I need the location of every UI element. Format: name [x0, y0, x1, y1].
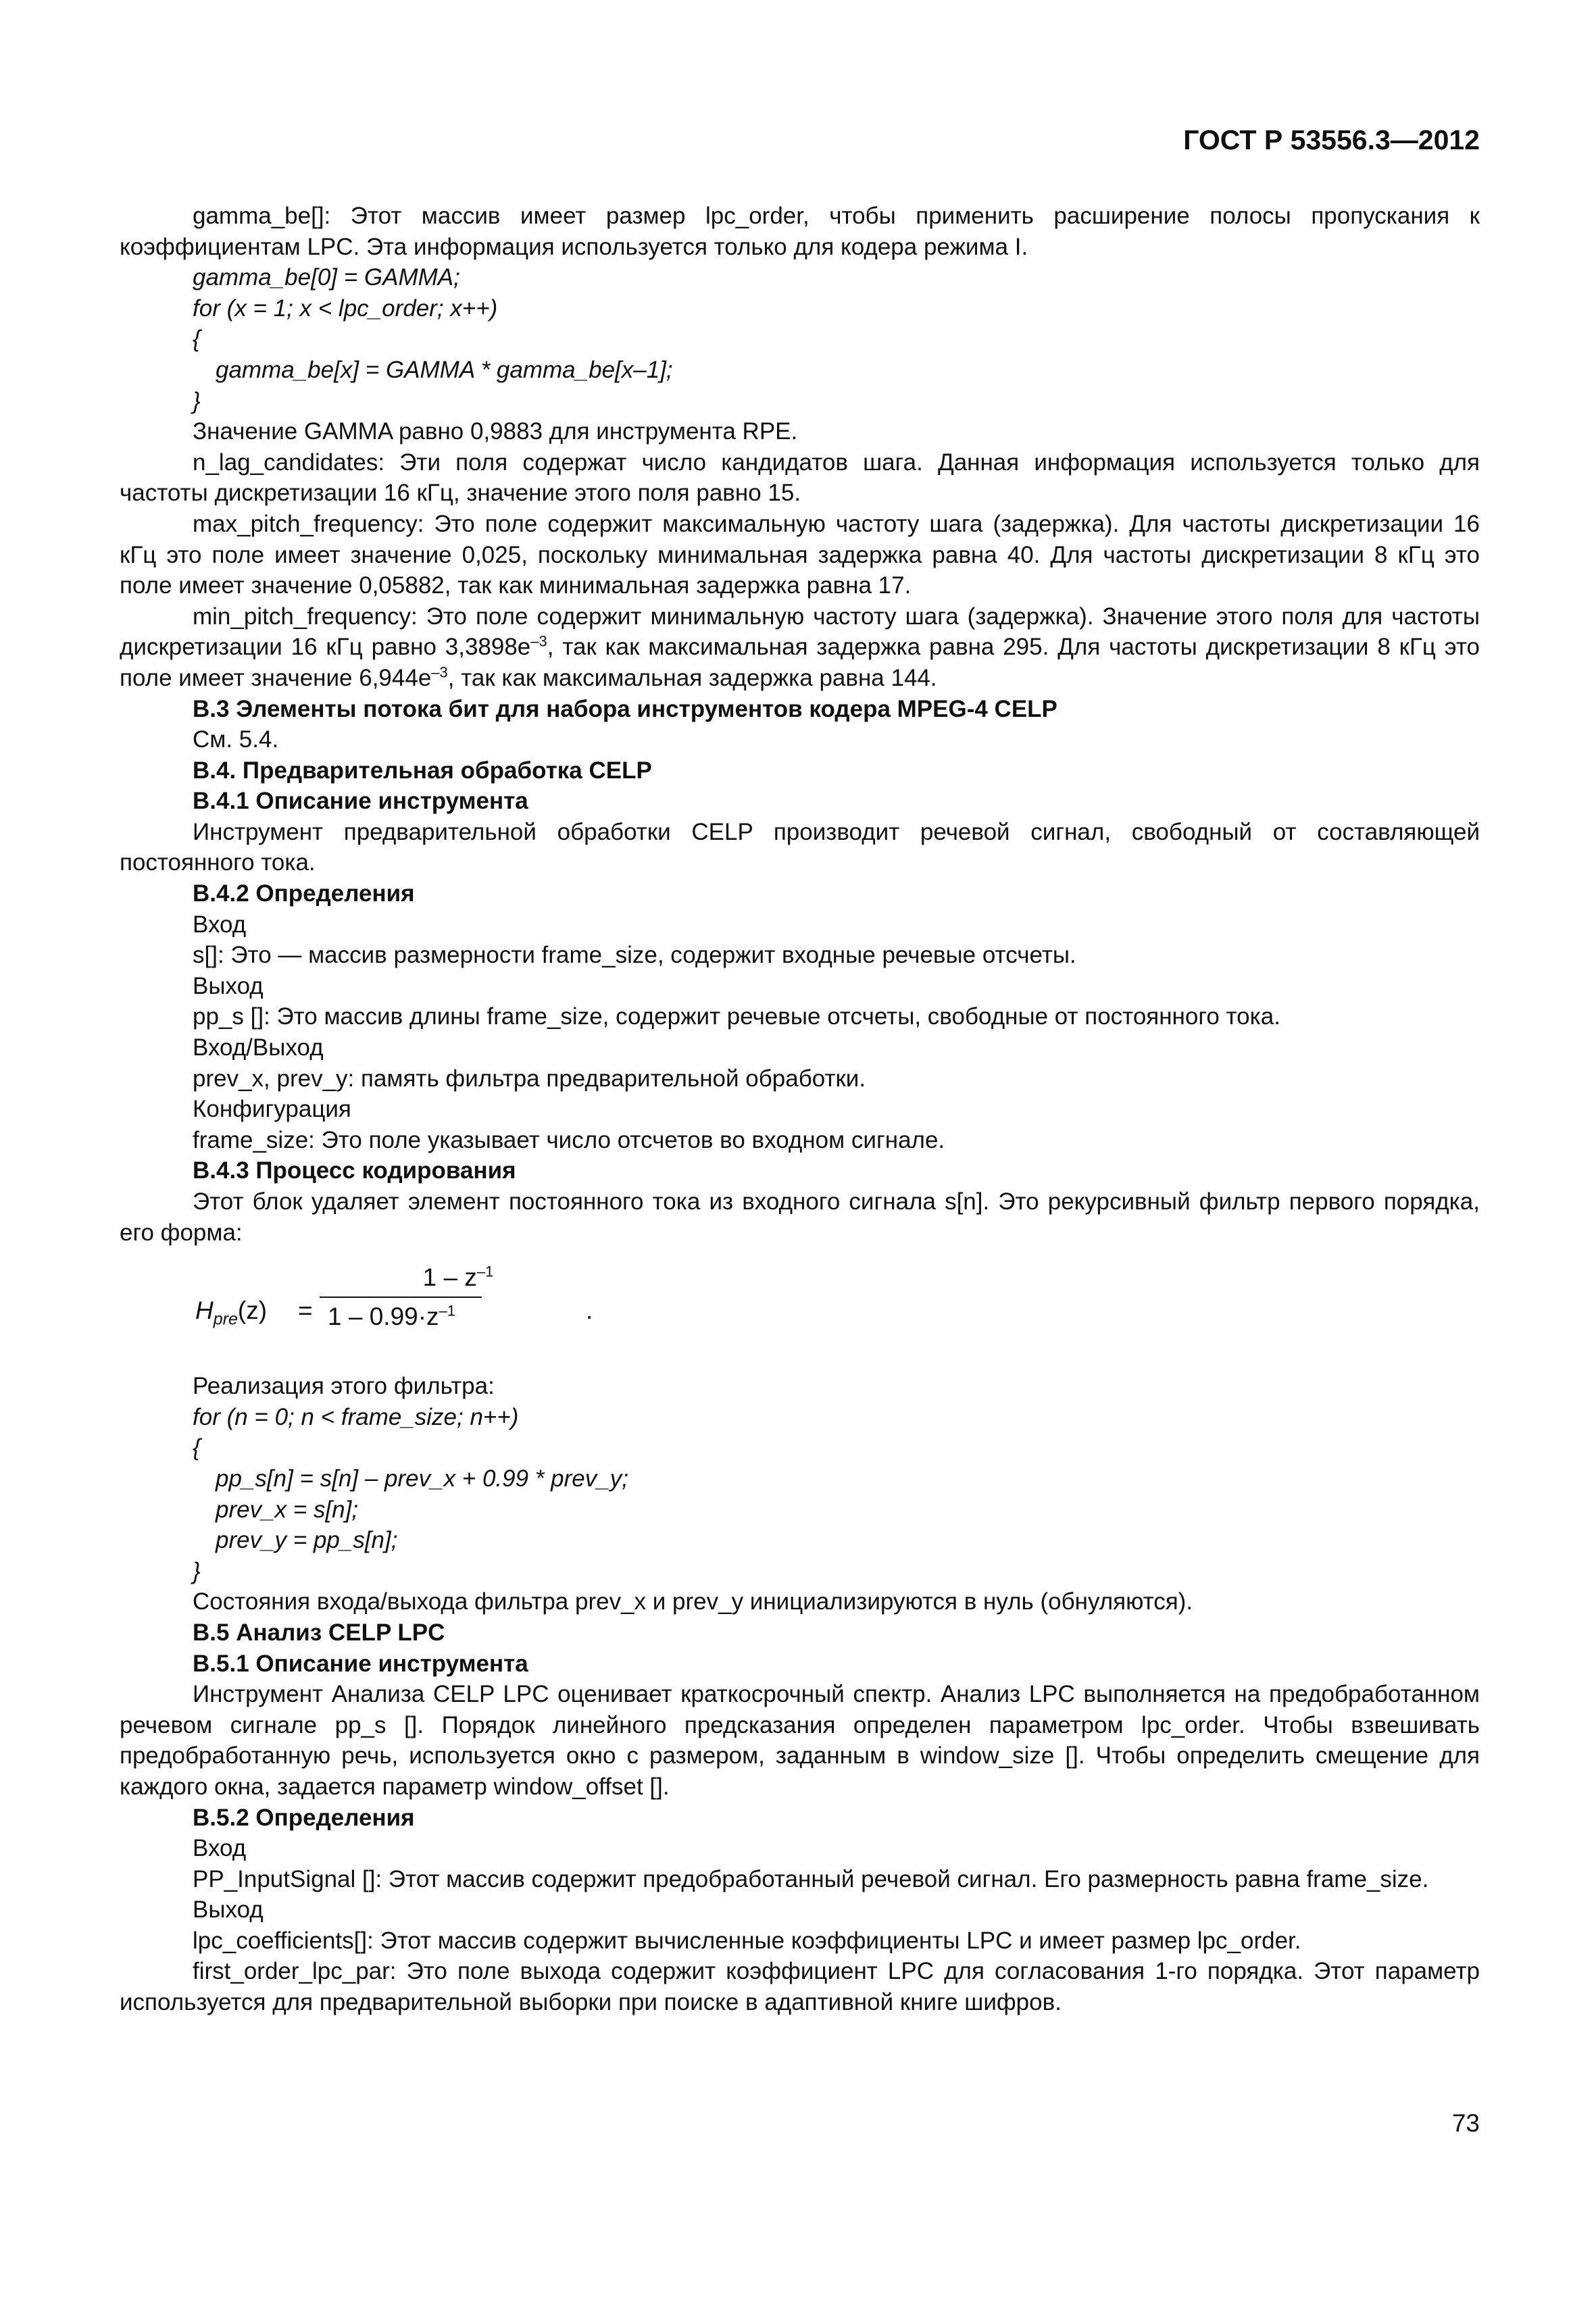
page-header-standard-title: ГОСТ Р 53556.3—2012 [1183, 124, 1480, 155]
paragraph-max-pitch-frequency: max_pitch_frequency: Это поле содержит максимальную частоту шага (задержка). Для частоты дискретизации 16 кГц это поле имеет значение 0,025, поскольку минимальная задержка равна 40. Для частоты дискретизации 8 кГц это поле имеет значение 0,05882, так как минимальная задержка равна 17. [120, 510, 1480, 599]
formula-equals: = [298, 1297, 313, 1325]
text-line: Реализация этого фильтра: [193, 1373, 495, 1400]
section-heading-b51: B.5.1 Описание инструмента [193, 1650, 528, 1677]
text-line: s[]: Это — массив размерности frame_size, содержит входные речевые отсчеты. [193, 942, 1076, 969]
code-line: gamma_be[x] = GAMMA * gamma_be[x–1]; [216, 356, 673, 383]
paragraph-dc-removal: Этот блок удаляет элемент постоянного тока из входного сигнала s[n]. Это рекурсивный фильтр первого порядка, его форма: [120, 1188, 1480, 1246]
text-line: Конфигурация [193, 1096, 351, 1123]
code-line: for (x = 1; x < lpc_order; x++) [193, 295, 498, 322]
text-line: frame_size: Это поле указывает число отсчетов во входном сигнале. [193, 1126, 945, 1153]
formula-period: . [586, 1297, 593, 1325]
text-line: Вход [193, 1835, 247, 1862]
formula-hpre [120, 1256, 1480, 1364]
text-line: lpc_coefficients[]: Этот массив содержит вычисленные коэффициенты LPC и имеет размер lpc_order. [193, 1927, 1301, 1954]
section-heading-b43: B.4.3 Процесс кодирования [193, 1157, 516, 1184]
paragraph-first-order-lpc-par: first_order_lpc_par: Это поле выхода содержит коэффициент LPC для согласования 1-го порядка. Этот параметр используется для предварительной выборки при поиске в адаптивной книге шифров. [120, 1958, 1480, 2016]
text-line: Выход [193, 1896, 264, 1923]
code-line: pp_s[n] = s[n] – prev_x + 0.99 * prev_y; [216, 1465, 628, 1492]
text-line: Вход/Выход [193, 1034, 324, 1061]
text-line: prev_x, prev_y: память фильтра предварительной обработки. [193, 1065, 866, 1092]
section-heading-b41: B.4.1 Описание инструмента [193, 788, 528, 815]
page-number: 73 [1451, 2109, 1480, 2137]
formula-denominator: $1 - 0.99\cdot z^{-1}$ [328, 1302, 456, 1331]
paragraph-min-pitch-frequency: min_pitch_frequency: Это поле содержит минимальную частоту шага (задержка). Значение этого поля для частоты дискретизации 16 кГц равно $3,3898e^{-3}$, так как максимальная задержка равна 295. Для частоты дискретизации 8 кГц это поле имеет значение $6,944e^{-3}$, так как максимальная задержка равна 144. [120, 603, 1480, 691]
code-line: prev_x = s[n]; [216, 1496, 359, 1523]
formula-lhs: $H_{pre}(z)$ [195, 1297, 268, 1329]
section-heading-b4: B.4. Предварительная обработка CELP [193, 757, 652, 784]
paragraph-n-lag-candidates: n_lag_candidates: Эти поля содержат число кандидатов шага. Данная информация используется только для частоты дискретизации 16 кГц, значение этого поля равно 15. [120, 449, 1480, 507]
code-line: } [193, 387, 201, 414]
code-line: gamma_be[0] = GAMMA; [193, 264, 460, 291]
document-body [120, 201, 1480, 2018]
section-heading-b5: B.5 Анализ CELP LPC [193, 1619, 445, 1646]
text-line: Вход [193, 911, 247, 938]
formula-fraction [320, 1260, 583, 1334]
code-line: for (n = 0; n < frame_size; n++) [193, 1403, 519, 1430]
paragraph-celp-preprocessing: Инструмент предварительной обработки CELP производит речевой сигнал, свободный от составляющей постоянного тока. [120, 818, 1480, 876]
section-heading-b52: B.5.2 Определения [193, 1804, 415, 1831]
text-line: См. 5.4. [193, 726, 279, 753]
paragraph-gamma-be: gamma_be[]: Этот массив имеет размер lpc_order, чтобы применить расширение полосы пропускания к коэффициентам LPC. Эта информация используется только для кодера режима I. [120, 203, 1480, 260]
code-line: { [193, 326, 201, 353]
code-line: prev_y = pp_s[n]; [216, 1527, 398, 1554]
fraction-bar [320, 1297, 482, 1298]
code-line: { [193, 1434, 201, 1461]
paragraph-pp-input-signal: PP_InputSignal []: Этот массив содержит предобработанный речевой сигнал. Его размерность равна frame_size. [193, 1865, 1429, 1892]
formula-numerator: $1 - z^{-1}$ [422, 1263, 494, 1292]
section-heading-b3: B.3 Элементы потока бит для набора инструментов кодера MPEG-4 CELP [193, 695, 1057, 722]
paragraph-lpc-analysis: Инструмент Анализа CELP LPC оценивает краткосрочный спектр. Анализ LPC выполняется на предобработанном речевом сигнале pp_s []. Порядок линейного предсказания определен параметром lpc_order. Чтобы взвешивать предобработанную речь, используется окно с размером, заданным в window_size []. Чтобы определить смещение для каждого окна, задается параметр window_offset []. [120, 1681, 1480, 1800]
text-line: pp_s []: Это массив длины frame_size, содержит речевые отсчеты, свободные от постоянного тока. [193, 1003, 1280, 1030]
code-line: } [193, 1557, 201, 1584]
text-line: Выход [193, 972, 264, 999]
section-heading-b42: B.4.2 Определения [193, 880, 415, 907]
paragraph-gamma-value: Значение GAMMA равно 0,9883 для инструмента RPE. [193, 418, 798, 445]
text-line: Состояния входа/выхода фильтра prev_x и prev_y инициализируются в нуль (обнуляются). [193, 1588, 1193, 1615]
